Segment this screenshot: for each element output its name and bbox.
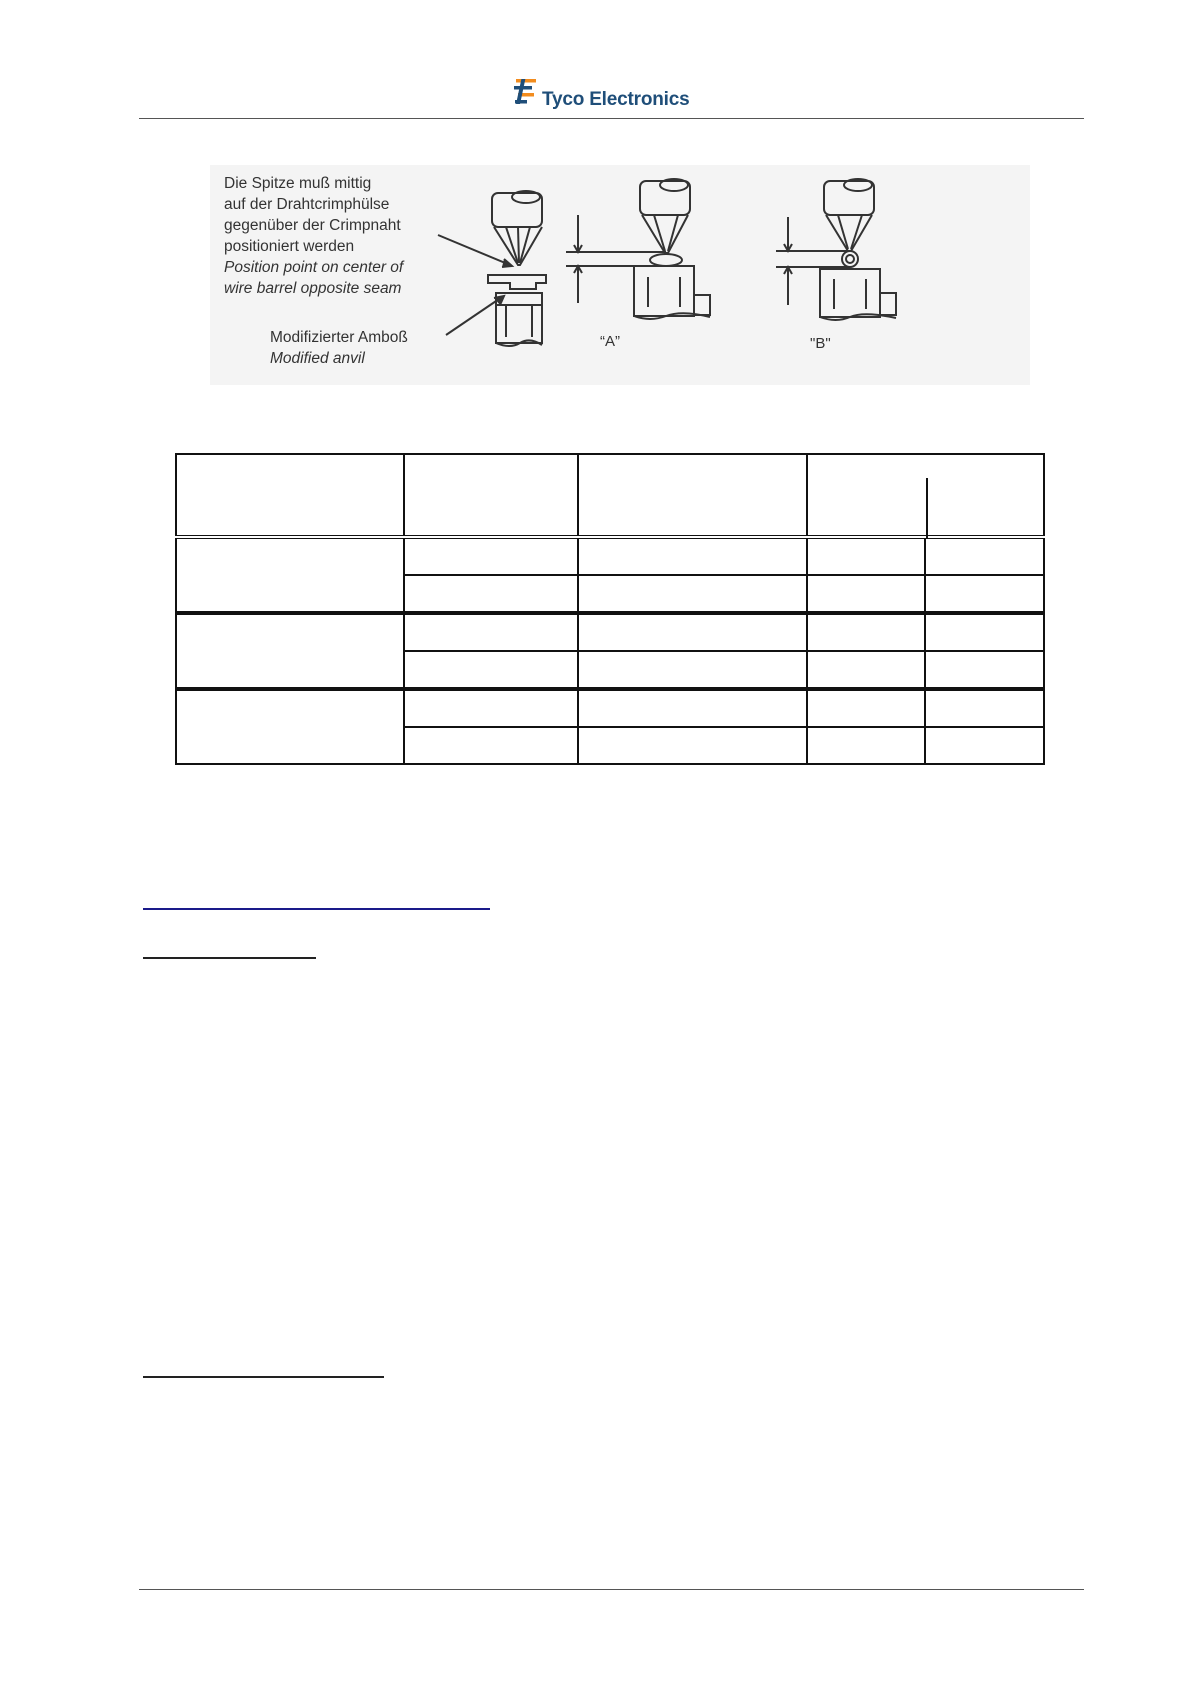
panel-2-anvil-icon (634, 266, 694, 316)
table-cell (925, 727, 1044, 764)
header-divider (139, 118, 1084, 119)
table-cell (925, 651, 1044, 689)
table-header-row (176, 454, 1044, 537)
table-cell (925, 613, 1044, 651)
table-header-cell (404, 454, 578, 537)
panel-3-probe-icon (824, 179, 874, 251)
section-heading-underline (143, 957, 316, 959)
anvil-label-de: Modifizierter Amboß (270, 329, 408, 346)
table-cell (925, 537, 1044, 575)
instruction-de: Die Spitze muß mittig auf der Drahtcrimphülse gegenüber der Crimpnaht positioniert werden (224, 175, 401, 255)
panel-1-probe-icon (492, 191, 542, 265)
table-header-cell (176, 454, 404, 537)
panel-2-crimp-icon (650, 254, 682, 266)
table-cell (578, 651, 806, 689)
table-header-cell (578, 454, 806, 537)
table-cell (925, 575, 1044, 613)
brand-name: Tyco Electronics (542, 89, 690, 110)
table-cell (404, 689, 578, 727)
anvil-label-en: Modified anvil (270, 350, 365, 367)
table-cell (925, 689, 1044, 727)
table-cell (404, 613, 578, 651)
table-cell (807, 537, 926, 575)
header-split-line (926, 478, 928, 539)
dimension-b-label: "B" (810, 335, 831, 352)
panel-3-wire-icon (842, 251, 858, 267)
crimp-dimension-table (175, 453, 1045, 765)
table-cell (578, 537, 806, 575)
dimension-a-label: “A” (600, 333, 620, 350)
table-cell (807, 651, 926, 689)
table-cell (578, 727, 806, 764)
pointer-arrow-2 (446, 297, 502, 335)
footer-divider (139, 1589, 1084, 1590)
table-cell (578, 613, 806, 651)
table-row (176, 613, 1044, 651)
table-group-cell (176, 689, 404, 764)
table-cell (807, 689, 926, 727)
table-cell (404, 727, 578, 764)
table-row (176, 537, 1044, 575)
table-row (176, 689, 1044, 727)
table-cell (807, 575, 926, 613)
link-underline[interactable] (143, 908, 490, 910)
table-group-cell (176, 537, 404, 613)
table-cell (578, 689, 806, 727)
table-cell (404, 537, 578, 575)
pointer-arrow-1 (438, 235, 510, 265)
instruction-en: Position point on center of wire barrel opposite seam (224, 259, 404, 297)
crimp-measurement-figure (210, 165, 1030, 385)
panel-1-barrel-icon (488, 275, 546, 289)
micrometer-diagram (210, 165, 1030, 385)
table-cell (578, 575, 806, 613)
brand-logo (512, 74, 712, 114)
table-cell (404, 651, 578, 689)
panel-2-probe-icon (640, 179, 690, 253)
section-heading-underline (143, 1376, 384, 1378)
table-header-cell (807, 454, 1044, 537)
panel-3-anvil-icon (820, 269, 880, 317)
tyco-logo-icon (512, 76, 540, 106)
table-cell (404, 575, 578, 613)
table-cell (807, 613, 926, 651)
table-group-cell (176, 613, 404, 689)
table-cell (807, 727, 926, 764)
